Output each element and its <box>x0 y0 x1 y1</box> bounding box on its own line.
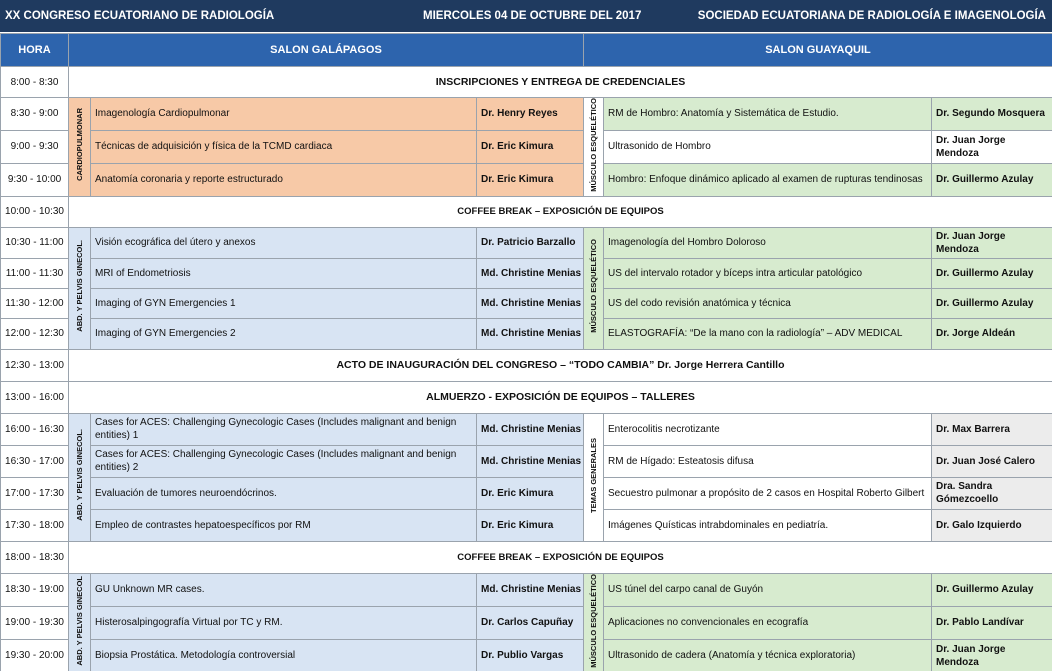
speaker-cell: Dr. Juan Jorge Mendoza <box>932 130 1052 163</box>
table-row <box>1 318 1052 349</box>
topic-cell: Anatomía coronaria y reporte estructurado <box>91 163 477 196</box>
full-row <box>1 67 1052 98</box>
topic-cell: Cases for ACES: Challenging Gynecologic Cases (Includes malignant and benign entities) 1 <box>91 413 477 445</box>
topic-cell: Evaluación de tumores neuroendócrinos. <box>91 477 477 509</box>
table-row <box>1 227 1052 258</box>
category-label: CARDIOPULMONAR <box>69 98 91 197</box>
speaker-cell: Dr. Guillermo Azulay <box>932 573 1052 606</box>
category-label: ABD. Y PELVIS GINECOL <box>69 573 91 671</box>
time-cell: 16:00 - 16:30 <box>1 413 69 445</box>
speaker-cell: Dr. Eric Kimura <box>477 130 584 163</box>
inauguration-row: ACTO DE INAUGURACIÓN DEL CONGRESO – “TODO CAMBIA” Dr. Jorge Herrera Cantillo <box>69 349 1052 381</box>
time-cell: 18:30 - 19:00 <box>1 573 69 606</box>
topic-cell: Ultrasonido de cadera (Anatomía y técnica exploratoria) <box>604 639 932 671</box>
speaker-cell: Dr. Henry Reyes <box>477 98 584 131</box>
time-cell: 11:00 - 11:30 <box>1 258 69 288</box>
speaker-cell: Dr. Guillermo Azulay <box>932 288 1052 318</box>
speaker-cell: Dr. Eric Kimura <box>477 477 584 509</box>
topic-cell: RM de Hígado: Esteatosis difusa <box>604 445 932 477</box>
topic-cell: Histerosalpingografía Virtual por TC y RM. <box>91 606 477 639</box>
speaker-cell: Dr. Publio Vargas <box>477 639 584 671</box>
table-row <box>1 258 1052 288</box>
lunch-row: ALMUERZO - EXPOSICIÓN DE EQUIPOS – TALLERES <box>69 381 1052 413</box>
time-cell: 8:30 - 9:00 <box>1 98 69 131</box>
hora-header: HORA <box>1 34 69 67</box>
table-row <box>1 639 1052 671</box>
speaker-cell: Dr. Galo Izquierdo <box>932 509 1052 541</box>
time-cell: 19:00 - 19:30 <box>1 606 69 639</box>
time-cell: 8:00 - 8:30 <box>1 67 69 98</box>
time-cell: 13:00 - 16:00 <box>1 381 69 413</box>
speaker-cell: Dr. Juan Jorge Mendoza <box>932 227 1052 258</box>
table-row <box>1 445 1052 477</box>
full-row <box>1 381 1052 413</box>
table-row <box>1 413 1052 445</box>
topic-cell: Imágenes Quísticas intrabdominales en pediatría. <box>604 509 932 541</box>
time-cell: 17:30 - 18:00 <box>1 509 69 541</box>
topic-cell: Imagenología Cardiopulmonar <box>91 98 477 131</box>
category-label: MÚSCULO ESQUELÉTICO <box>584 573 604 671</box>
topic-cell: RM de Hombro: Anatomía y Sistemática de Estudio. <box>604 98 932 131</box>
coffee-break-row: COFFEE BREAK – EXPOSICIÓN DE EQUIPOS <box>69 541 1052 573</box>
topic-cell: Técnicas de adquisición y física de la TCMD cardiaca <box>91 130 477 163</box>
speaker-cell: Dr. Juan José Calero <box>932 445 1052 477</box>
speaker-cell: Dr. Guillermo Azulay <box>932 163 1052 196</box>
schedule-table <box>0 33 1052 671</box>
category-label: MÚSCULO ESQUELÉTICO <box>584 98 604 197</box>
time-cell: 9:30 - 10:00 <box>1 163 69 196</box>
time-cell: 17:00 - 17:30 <box>1 477 69 509</box>
topic-cell: Imagenología del Hombro Doloroso <box>604 227 932 258</box>
topic-cell: Hombro: Enfoque dinámico aplicado al examen de rupturas tendinosas <box>604 163 932 196</box>
category-label: MÚSCULO ESQUELÉTICO <box>584 227 604 349</box>
topic-cell: Imaging of GYN Emergencies 1 <box>91 288 477 318</box>
time-cell: 10:00 - 10:30 <box>1 196 69 227</box>
full-row <box>1 541 1052 573</box>
speaker-cell: Dra. Sandra Gómezcoello <box>932 477 1052 509</box>
category-label: ABD. Y PELVIS GINECOL. <box>69 227 91 349</box>
speaker-cell: Dr. Eric Kimura <box>477 163 584 196</box>
category-label: TEMAS GENERALES <box>584 413 604 541</box>
speaker-cell: Md. Christine Menias <box>477 258 584 288</box>
time-cell: 18:00 - 18:30 <box>1 541 69 573</box>
coffee-break-row: COFFEE BREAK – EXPOSICIÓN DE EQUIPOS <box>69 196 1052 227</box>
speaker-cell: Dr. Eric Kimura <box>477 509 584 541</box>
topic-cell: US del intervalo rotador y bíceps intra articular patológico <box>604 258 932 288</box>
topic-cell: US túnel del carpo canal de Guyón <box>604 573 932 606</box>
time-cell: 11:30 - 12:00 <box>1 288 69 318</box>
table-row <box>1 606 1052 639</box>
header-banner <box>0 0 1052 32</box>
topic-cell: Biopsia Prostática. Metodología controversial <box>91 639 477 671</box>
speaker-cell: Dr. Patricio Barzallo <box>477 227 584 258</box>
speaker-cell: Md. Christine Menias <box>477 573 584 606</box>
speaker-cell: Dr. Juan Jorge Mendoza <box>932 639 1052 671</box>
topic-cell: Cases for ACES: Challenging Gynecologic Cases (Includes malignant and benign entities) 2 <box>91 445 477 477</box>
event-date: MIERCOLES 04 DE OCTUBRE DEL 2017 <box>423 10 642 22</box>
table-row <box>1 509 1052 541</box>
topic-cell: Empleo de contrastes hepatoespecíficos por RM <box>91 509 477 541</box>
registration-row: INSCRIPCIONES Y ENTREGA DE CREDENCIALES <box>69 67 1052 98</box>
table-row <box>1 573 1052 606</box>
speaker-cell: Dr. Carlos Capuñay <box>477 606 584 639</box>
topic-cell: GU Unknown MR cases. <box>91 573 477 606</box>
speaker-cell: Dr. Guillermo Azulay <box>932 258 1052 288</box>
topic-cell: Imaging of GYN Emergencies 2 <box>91 318 477 349</box>
speaker-cell: Dr. Pablo Landívar <box>932 606 1052 639</box>
speaker-cell: Dr. Segundo Mosquera <box>932 98 1052 131</box>
time-cell: 12:00 - 12:30 <box>1 318 69 349</box>
salon-guayaquil-header: SALON GUAYAQUIL <box>584 34 1052 67</box>
topic-cell: Enterocolitis necrotizante <box>604 413 932 445</box>
topic-cell: Ultrasonido de Hombro <box>604 130 932 163</box>
speaker-cell: Dr. Max Barrera <box>932 413 1052 445</box>
salon-galapagos-header: SALON GALÁPAGOS <box>69 34 584 67</box>
speaker-cell: Md. Christine Menias <box>477 445 584 477</box>
table-row <box>1 163 1052 196</box>
speaker-cell: Md. Christine Menias <box>477 288 584 318</box>
speaker-cell: Md. Christine Menias <box>477 318 584 349</box>
topic-cell: US del codo revisión anatómica y técnica <box>604 288 932 318</box>
time-cell: 16:30 - 17:00 <box>1 445 69 477</box>
topic-cell: Aplicaciones no convencionales en ecografía <box>604 606 932 639</box>
full-row <box>1 196 1052 227</box>
time-cell: 12:30 - 13:00 <box>1 349 69 381</box>
table-row <box>1 130 1052 163</box>
speaker-cell: Md. Christine Menias <box>477 413 584 445</box>
topic-cell: ELASTOGRAFÍA: “De la mano con la radiología” – ADV MEDICAL <box>604 318 932 349</box>
full-row <box>1 349 1052 381</box>
time-cell: 9:00 - 9:30 <box>1 130 69 163</box>
speaker-cell: Dr. Jorge Aldeán <box>932 318 1052 349</box>
topic-cell: MRI of Endometriosis <box>91 258 477 288</box>
topic-cell: Secuestro pulmonar a propósito de 2 casos en Hospital Roberto Gilbert <box>604 477 932 509</box>
time-cell: 19:30 - 20:00 <box>1 639 69 671</box>
congress-title: XX CONGRESO ECUATORIANO DE RADIOLOGÍA <box>5 10 275 22</box>
table-row <box>1 288 1052 318</box>
time-cell: 10:30 - 11:00 <box>1 227 69 258</box>
topic-cell: Visión ecográfica del útero y anexos <box>91 227 477 258</box>
table-row <box>1 477 1052 509</box>
table-row <box>1 98 1052 131</box>
society-name: SOCIEDAD ECUATORIANA DE RADIOLOGÍA E IMAGENOLOGÍA <box>697 10 1046 22</box>
column-header-row <box>1 34 1052 67</box>
category-label: ABD. Y PELVIS GINECOL. <box>69 413 91 541</box>
